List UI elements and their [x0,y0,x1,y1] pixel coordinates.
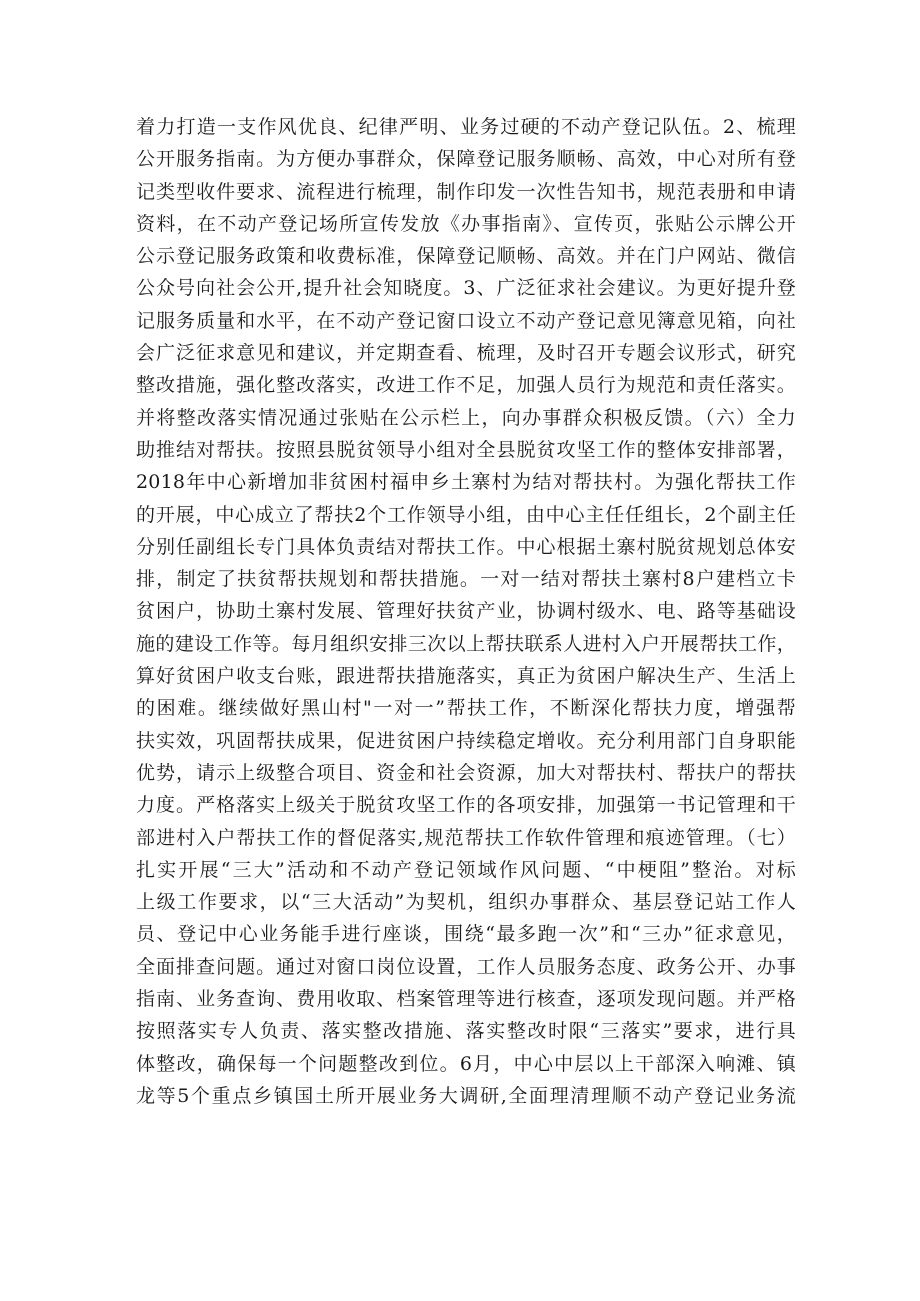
text-line: 助推结对帮扶。按照县脱贫领导小组对全县脱贫攻坚工作的整体安排部署， [136,438,796,461]
text-line: 会广泛征求意见和建议，并定期查看、梳理，及时召开专题会议形式，研究 [136,342,796,365]
text-line: 扶实效，巩固帮扶成果，促进贫困户持续稳定增收。充分利用部门自身职能 [136,729,796,752]
text-line: 按照落实专人负责、落实整改措施、落实整改时限“三落实”要求，进行具 [136,1020,796,1043]
text-line: 员、登记中心业务能手进行座谈，围绕“最多跑一次”和“三办”征求意见， [136,923,796,946]
text-line: 2018年中心新增加非贫困村福申乡土寨村为结对帮扶村。为强化帮扶工作 [136,471,796,494]
text-line: 资料，在不动产登记场所宣传发放《办事指南》、宣传页，张贴公示牌公开 [136,212,796,235]
text-line: 记服务质量和水平，在不动产登记窗口设立不动产登记意见簿意见箱，向社 [136,309,796,332]
text-line: 施的建设工作等。每月组织安排三次以上帮扶联系人进村入户开展帮扶工作， [136,632,796,655]
text-line: 扎实开展“三大”活动和不动产登记领域作风问题、“中梗阻”整治。对标 [136,858,796,881]
text-line: 记类型收件要求、流程进行梳理，制作印发一次性告知书，规范表册和申请 [136,180,796,203]
document-body [136,111,796,1112]
text-line: 整改措施，强化整改落实，改进工作不足，加强人员行为规范和责任落实。 [136,374,796,397]
text-line: 优势，请示上级整合项目、资金和社会资源，加大对帮扶村、帮扶户的帮扶 [136,761,796,784]
text-line: 分别任副组长专门具体负责结对帮扶工作。中心根据土寨村脱贫规划总体安 [136,535,796,558]
text-line: 龙等5个重点乡镇国土所开展业务大调研,全面理清理顺不动产登记业务流 [136,1084,796,1107]
text-line: 全面排查问题。通过对窗口岗位设置，工作人员服务态度、政务公开、办事 [136,955,796,978]
text-line: 着力打造一支作风优良、纪律严明、业务过硬的不动产登记队伍。2、梳理 [136,116,796,138]
text-line: 贫困户，协助土寨村发展、管理好扶贫产业，协调村级水、电、路等基础设 [136,600,796,623]
text-line: 排，制定了扶贫帮扶规划和帮扶措施。一对一结对帮扶土寨村8户建档立卡 [136,568,796,591]
text-line: 公示登记服务政策和收费标准，保障登记顺畅、高效。并在门户网站、微信 [136,245,796,268]
text-line: 的开展，中心成立了帮扶2个工作领导小组，由中心主任任组长，2个副主任 [136,503,796,526]
text-line: 指南、业务查询、费用收取、档案管理等进行核查，逐项发现问题。并严格 [136,988,796,1011]
text-line: 力度。严格落实上级关于脱贫攻坚工作的各项安排，加强第一书记管理和干 [136,794,796,817]
text-line: 公众号向社会公开,提升社会知晓度。3、广泛征求社会建议。为更好提升登 [136,277,796,300]
text-line: 上级工作要求，以“三大活动”为契机，组织办事群众、基层登记站工作人 [136,891,796,914]
text-line: 部进村入户帮扶工作的督促落实,规范帮扶工作软件管理和痕迹管理。（七） [136,826,796,849]
text-line: 公开服务指南。为方便办事群众，保障登记服务顺畅、高效，中心对所有登 [136,148,796,171]
text-line: 体整改，确保每一个问题整改到位。6月，中心中层以上干部深入响滩、镇 [136,1052,796,1075]
text-line: 并将整改落实情况通过张贴在公示栏上，向办事群众积极反馈。（六）全力 [136,406,796,429]
text-line: 算好贫困户收支台账，跟进帮扶措施落实，真正为贫困户解决生产、生活上 [136,665,796,688]
text-line: 的困难。继续做好黑山村"一对一”帮扶工作，不断深化帮扶力度，增强帮 [136,697,796,720]
